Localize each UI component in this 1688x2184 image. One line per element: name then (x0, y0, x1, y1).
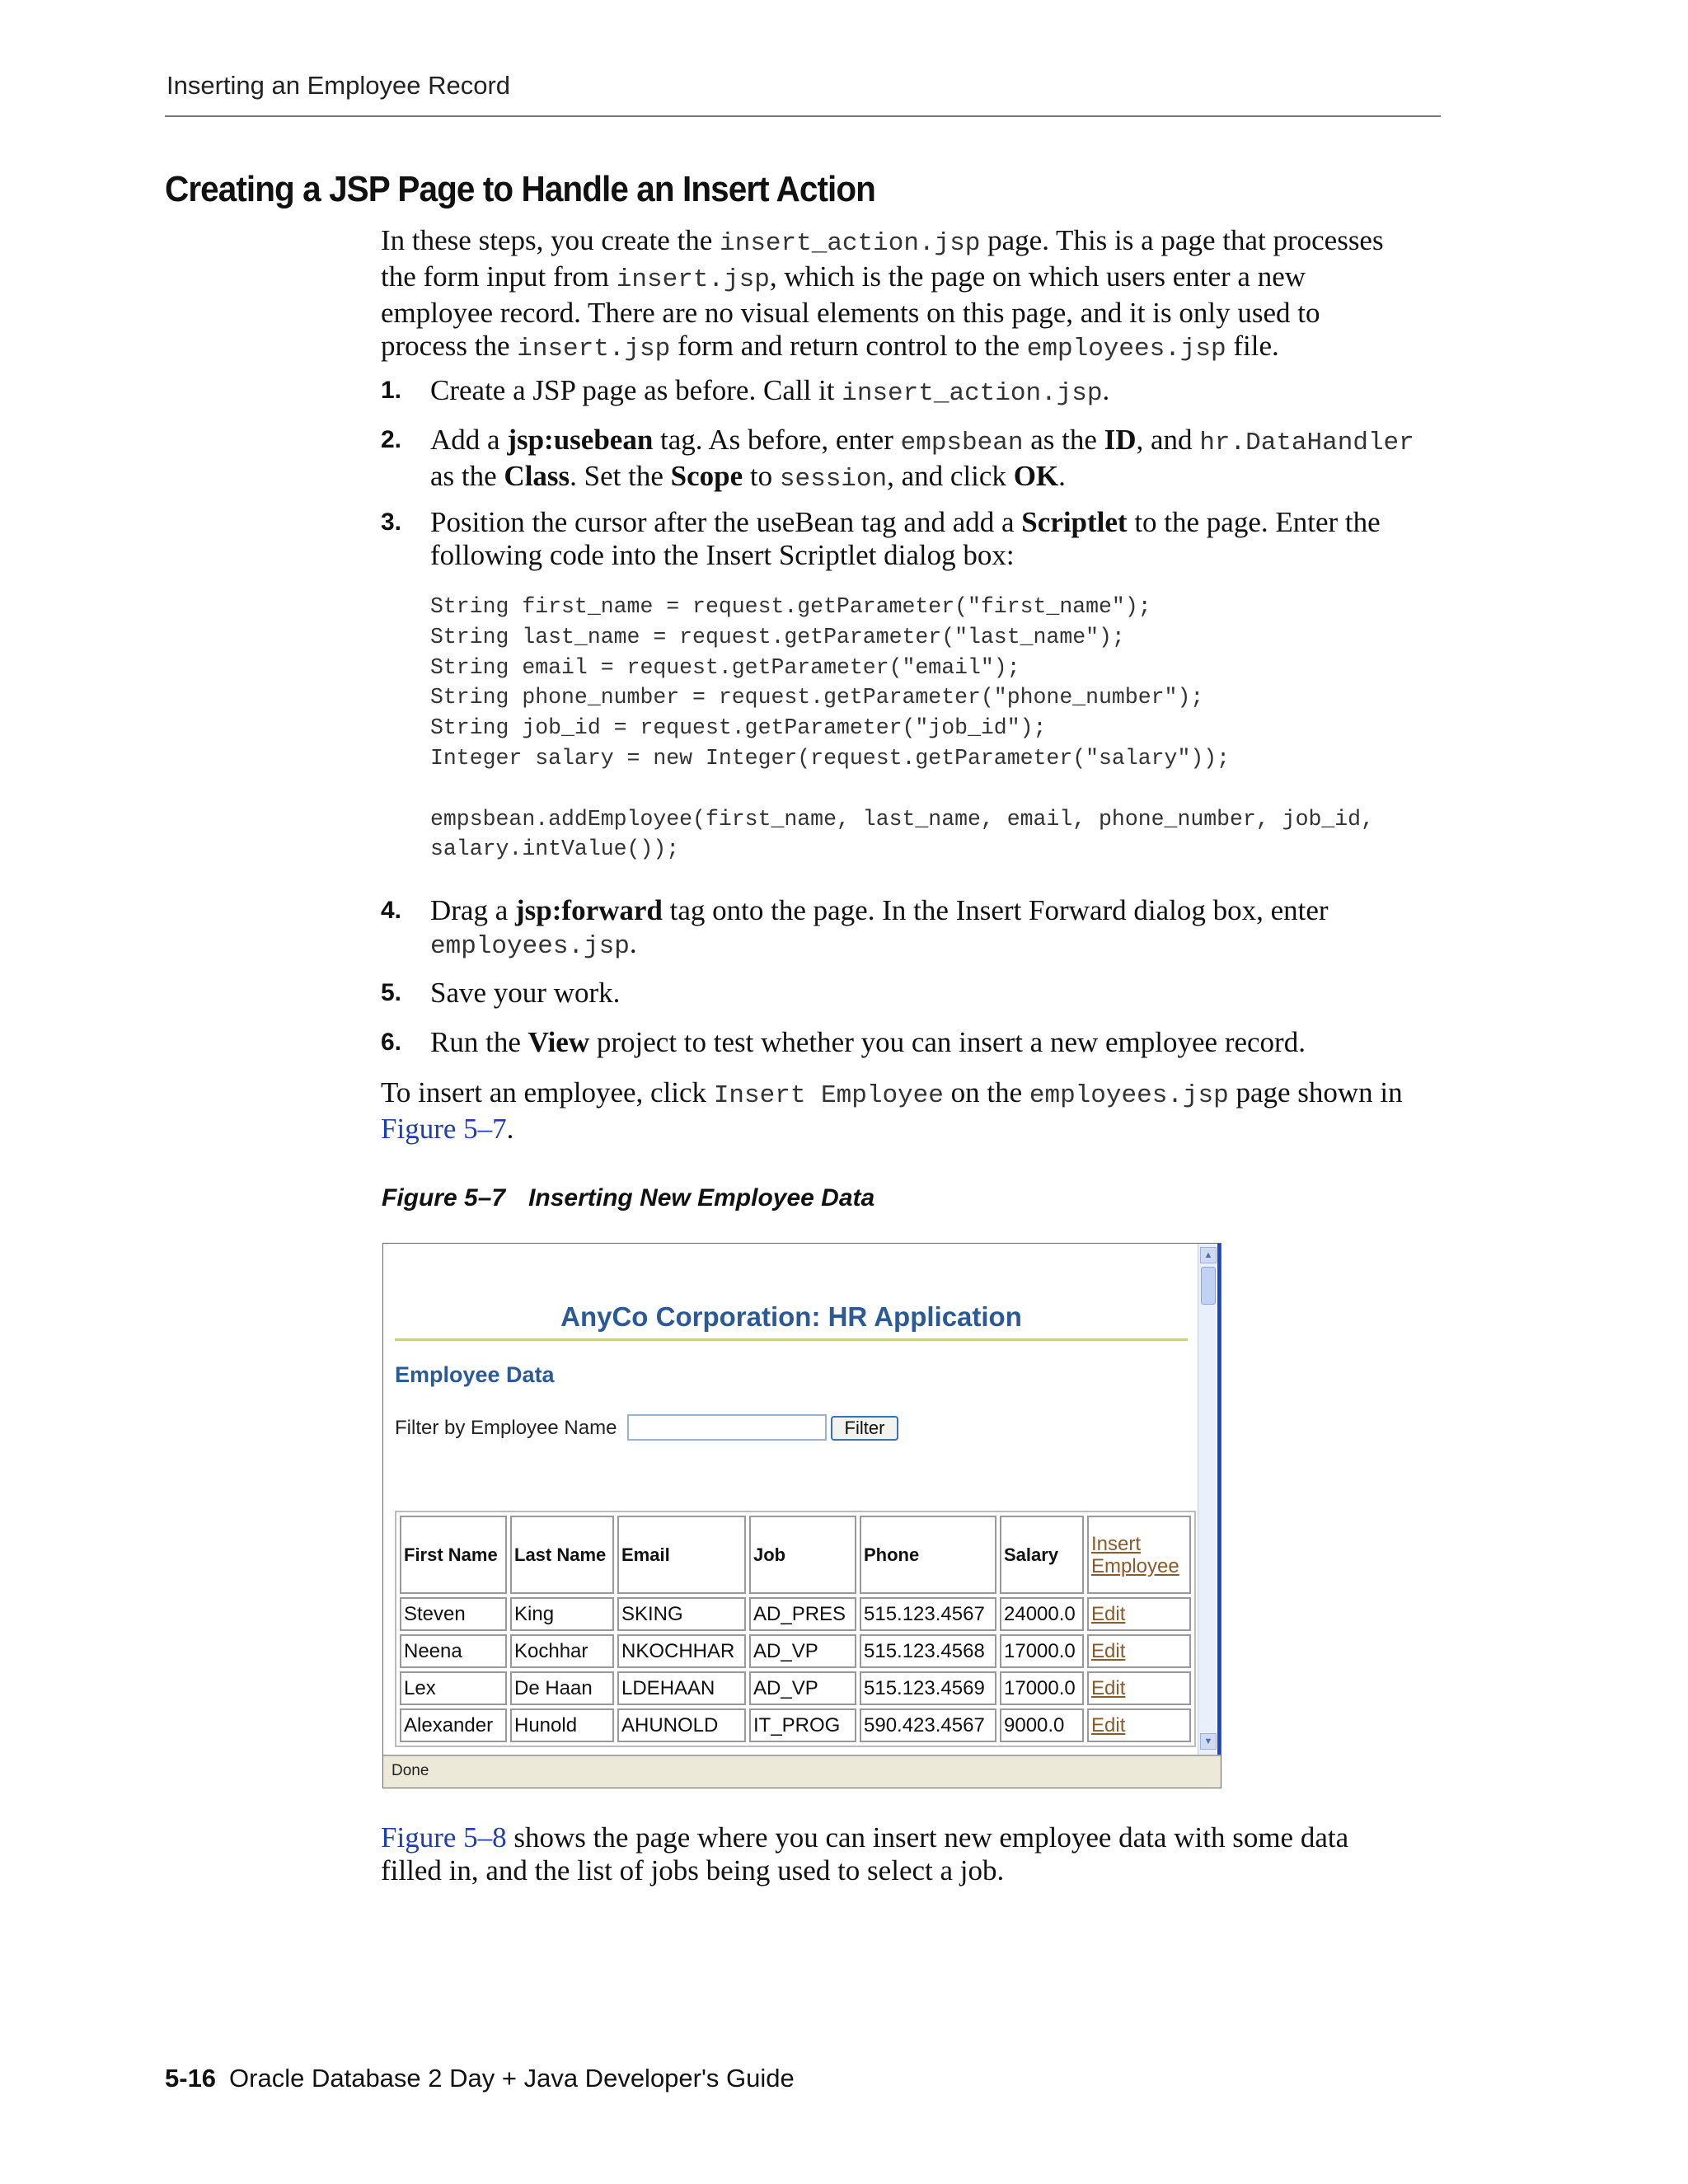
step-text: following code into the Insert Scriptlet dialog box: (430, 539, 1015, 571)
code-term: insert.jsp (517, 335, 671, 363)
scroll-thumb[interactable] (1201, 1267, 1216, 1305)
bold-term: jsp:usebean (507, 424, 654, 456)
cell-phone: 515.123.4567 (860, 1597, 996, 1631)
cell-job: AD_VP (749, 1634, 856, 1668)
body-text: shows the page where you can insert new employee data with some data (506, 1821, 1349, 1854)
cell-first-name: Neena (400, 1634, 507, 1668)
app-title: AnyCo Corporation: HR Application (560, 1301, 1022, 1332)
scroll-down-icon[interactable]: ▼ (1200, 1733, 1217, 1750)
cell-last-name: Kochhar (510, 1634, 614, 1668)
step-4 (381, 894, 1452, 960)
step-3 (381, 506, 1452, 572)
body-text: on the (943, 1076, 1029, 1108)
bold-term: View (528, 1026, 590, 1058)
title-rule (395, 1338, 1188, 1341)
cell-last-name: King (510, 1597, 614, 1631)
figure-title: Inserting New Employee Data (528, 1184, 875, 1212)
step-number: 2. (381, 426, 402, 453)
code-term: employees.jsp (1026, 335, 1226, 363)
edit-link[interactable]: Edit (1091, 1713, 1126, 1736)
step-text: . Set the (570, 460, 671, 492)
bold-term: Class (504, 460, 570, 492)
intro-text: form and return control to the (670, 330, 1027, 362)
step-2 (381, 424, 1452, 494)
intro-text: file. (1226, 330, 1279, 362)
column-header: Email (617, 1516, 746, 1594)
step-text: , and (1136, 424, 1200, 456)
code-term: employees.jsp (430, 932, 630, 961)
edit-link[interactable]: Edit (1091, 1639, 1126, 1662)
scroll-up-icon[interactable]: ▲ (1200, 1247, 1217, 1263)
cell-salary: 9000.0 (1000, 1708, 1084, 1742)
cell-job: AD_VP (749, 1671, 856, 1705)
step-5 (381, 977, 1452, 1010)
cell-phone: 515.123.4569 (860, 1671, 996, 1705)
column-header: Last Name (510, 1516, 614, 1594)
bold-term: jsp:forward (515, 894, 663, 926)
step-number: 5. (381, 979, 402, 1006)
filter-label: Filter by Employee Name (395, 1417, 617, 1439)
code-term: Insert Employee (713, 1081, 944, 1110)
intro-text: page. This is a page that processes (980, 224, 1384, 256)
step-text: Add a (430, 424, 508, 456)
intro-text: employee record. There are no visual elements on this page, and it is only used to (381, 297, 1320, 329)
step-text: Drag a (430, 894, 516, 926)
cell-email: NKOCHHAR (617, 1634, 746, 1668)
edit-cell (1087, 1708, 1191, 1742)
code-term: session (779, 465, 888, 494)
closing-paragraph (381, 1821, 1441, 1887)
code-block: String first_name = request.getParameter("first_name"); String last_name = request.getParameter("last_name"); String email = request.getParameter("email"); String phone_number = request.getParameter("phone_number"); String job_id = request.getParameter("job_id"); Integer salary = new Integer(request.getParameter("salary")); empsbean.addEmployee(first_name, last_name, email, phone_number, job_id, salary.intValue()); (430, 594, 1374, 862)
code-term: employees.jsp (1029, 1081, 1229, 1110)
step-text: to the page. Enter the (1127, 506, 1381, 538)
after-steps-paragraph (381, 1076, 1441, 1146)
status-text: Done (392, 1762, 429, 1779)
table-header-row (400, 1516, 1191, 1594)
section-title: Creating a JSP Page to Handle an Insert Action (165, 169, 875, 209)
cell-last-name: Hunold (510, 1708, 614, 1742)
body-text: page shown in (1228, 1076, 1403, 1108)
column-header: First Name (400, 1516, 507, 1594)
window-border (1217, 1244, 1221, 1755)
intro-text: In these steps, you create the (381, 224, 720, 256)
code-term: insert_action.jsp (842, 379, 1103, 408)
step-6 (381, 1026, 1452, 1059)
figure-caption (382, 1184, 874, 1212)
cell-first-name: Alexander (400, 1708, 507, 1742)
cell-email: LDEHAAN (617, 1671, 746, 1705)
step-text: Create a JSP page as before. Call it (430, 374, 842, 406)
figure-link[interactable]: Figure 5–8 (381, 1821, 507, 1854)
step-1 (381, 374, 1452, 407)
figure-label: Figure 5–7 (382, 1184, 506, 1212)
step-text: tag onto the page. In the Insert Forward dialog box, enter (662, 894, 1329, 926)
table-row (400, 1671, 1191, 1705)
page-number: 5-16 (165, 2064, 217, 2093)
step-text: to (743, 460, 780, 492)
vertical-scrollbar[interactable] (1198, 1244, 1217, 1755)
cell-salary: 17000.0 (1000, 1634, 1084, 1668)
step-text: tag. As before, enter (653, 424, 901, 456)
intro-text: , which is the page on which users enter a new (769, 260, 1306, 293)
intro-paragraph (381, 224, 1441, 366)
insert-employee-link[interactable] (1091, 1533, 1187, 1577)
intro-text: the form input from (381, 260, 617, 293)
edit-link[interactable]: Edit (1091, 1676, 1126, 1699)
step-text: Save your work. (430, 977, 621, 1009)
intro-text: process the (381, 330, 518, 362)
column-header: Job (749, 1516, 856, 1594)
employee-table (395, 1511, 1196, 1747)
code-term: hr.DataHandler (1199, 429, 1414, 457)
header-rule (165, 115, 1441, 117)
insert-link-line1[interactable]: Insert (1091, 1532, 1142, 1555)
step-number: 6. (381, 1029, 402, 1056)
employee-data-heading: Employee Data (395, 1362, 555, 1387)
insert-link-line2[interactable]: Employee (1091, 1554, 1179, 1577)
cell-last-name: De Haan (510, 1671, 614, 1705)
body-text: filled in, and the list of jobs being used to select a job. (381, 1854, 1005, 1886)
cell-email: SKING (617, 1597, 746, 1631)
step-text: Position the cursor after the useBean tag and add a (430, 506, 1022, 538)
step-text: . (1058, 460, 1066, 492)
bold-term: OK (1013, 460, 1059, 492)
code-term: insert.jsp (616, 265, 770, 294)
cell-job: AD_PRES (749, 1597, 856, 1631)
figure-screenshot (382, 1243, 1221, 1788)
figure-link[interactable]: Figure 5–7 (381, 1113, 507, 1145)
column-header: Salary (1000, 1516, 1084, 1594)
body-text: . (506, 1113, 514, 1145)
step-number: 3. (381, 509, 402, 536)
code-term: empsbean (900, 429, 1024, 457)
table-row (400, 1597, 1191, 1631)
page-footer (165, 2064, 795, 2093)
body-text: To insert an employee, click (381, 1076, 714, 1108)
filter-name-input[interactable] (627, 1414, 827, 1441)
step-text: project to test whether you can insert a new employee record. (589, 1026, 1306, 1058)
cell-phone: 590.423.4567 (860, 1708, 996, 1742)
bold-term: ID (1104, 424, 1137, 456)
step-text: Run the (430, 1026, 528, 1058)
code-term: insert_action.jsp (720, 229, 981, 258)
status-bar (383, 1755, 1221, 1788)
step-text: as the (430, 460, 504, 492)
cell-phone: 515.123.4568 (860, 1634, 996, 1668)
table-row (400, 1634, 1191, 1668)
edit-cell (1087, 1671, 1191, 1705)
bold-term: Scriptlet (1021, 506, 1128, 538)
column-header: Phone (860, 1516, 996, 1594)
running-head: Inserting an Employee Record (166, 71, 511, 100)
table-row (400, 1708, 1191, 1742)
cell-salary: 17000.0 (1000, 1671, 1084, 1705)
step-text: as the (1023, 424, 1104, 456)
filter-button[interactable]: Filter (831, 1416, 898, 1441)
cell-job: IT_PROG (749, 1708, 856, 1742)
cell-first-name: Steven (400, 1597, 507, 1631)
bold-term: Scope (670, 460, 743, 492)
cell-first-name: Lex (400, 1671, 507, 1705)
edit-cell (1087, 1597, 1191, 1631)
step-text: . (629, 927, 637, 959)
step-text: . (1102, 374, 1110, 406)
edit-link[interactable]: Edit (1091, 1602, 1126, 1625)
cell-email: AHUNOLD (617, 1708, 746, 1742)
step-number: 1. (381, 377, 402, 404)
step-text: , and click (887, 460, 1014, 492)
edit-cell (1087, 1634, 1191, 1668)
step-number: 4. (381, 897, 402, 924)
book-title: Oracle Database 2 Day + Java Developer's Guide (229, 2064, 795, 2093)
insert-employee-header (1087, 1516, 1191, 1594)
cell-salary: 24000.0 (1000, 1597, 1084, 1631)
